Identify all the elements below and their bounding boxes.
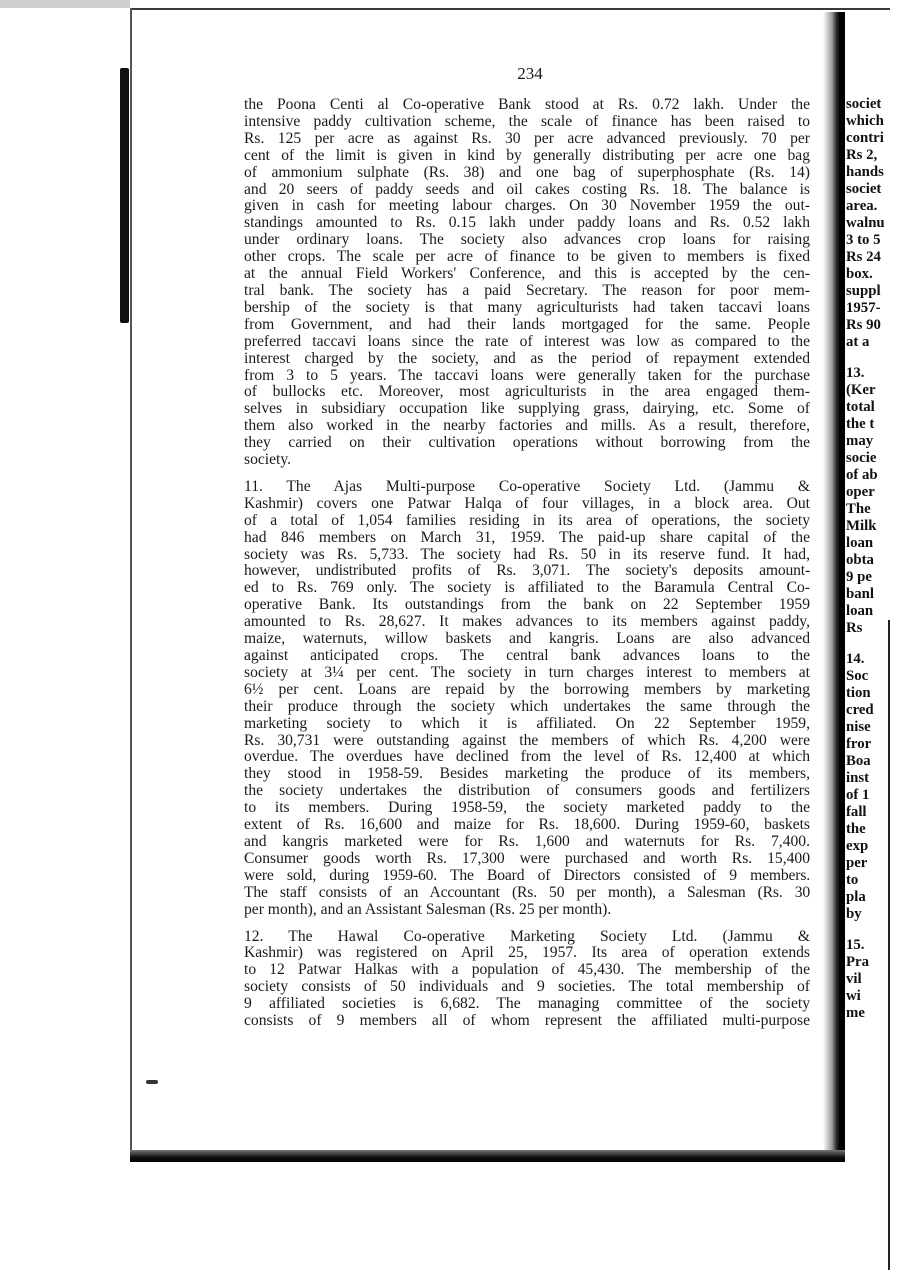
facing-page-line: which (846, 113, 884, 129)
scan-speck (146, 1080, 158, 1084)
facing-page-line: Rs 90 (846, 317, 881, 333)
text-line: operative Bank. Its outstandings from the bank on 22 September 1959 (244, 596, 810, 614)
facing-page-gap (846, 351, 888, 365)
text-line: had 846 members on March 31, 1959. The paid-up share capital of the (244, 528, 810, 546)
facing-page-line: area. (846, 198, 878, 214)
facing-page-line: contri (846, 130, 884, 146)
facing-page-line: Milk (846, 518, 877, 534)
text-line: Kashmir) was registered on April 25, 1957. Its area of operation extends (244, 944, 810, 962)
facing-page-line: box. (846, 266, 873, 282)
facing-page-gap (846, 923, 888, 937)
text-line: society consists of 50 individuals and 9 societies. The total membership of (244, 978, 810, 996)
text-line: their produce through the society which undertakes the same through the (244, 697, 810, 715)
text-line: maize, waternuts, willow baskets and kangris. Loans are also advanced (244, 630, 810, 648)
text-line: interest charged by the society, and as the period of repayment extended (244, 349, 810, 367)
facing-page-edge (888, 620, 890, 1270)
text-line: tral bank. The society has a paid Secretary. The reason for poor mem- (244, 281, 810, 299)
text-line: selves in subsidiary occupation like supplying grass, dairying, etc. Some of (244, 400, 810, 418)
facing-page-line: by (846, 906, 862, 922)
facing-page-line: to (846, 872, 859, 888)
facing-page-line: may (846, 433, 874, 449)
text-line: 11. The Ajas Multi-purpose Co-operative Society Ltd. (Jammu & (244, 477, 810, 495)
text-line: Rs. 30,731 were outstanding against the members of which Rs. 4,200 were (244, 731, 810, 749)
facing-page-line: Soc (846, 668, 869, 684)
text-line: extent of Rs. 16,600 and maize for Rs. 18,600. During 1959-60, baskets (244, 816, 810, 834)
text-line: from 3 to 5 years. The taccavi loans were generally taken for the purchase (244, 366, 810, 384)
facing-page-line: exp (846, 838, 869, 854)
facing-page-line: 15. (846, 937, 865, 953)
paragraph-11 (244, 479, 810, 919)
text-line: cent of the limit is given in kind by generally distributing per acre one bag (244, 146, 810, 164)
facing-page-line: suppl (846, 283, 881, 299)
text-line: society at 3¼ per cent. The society in turn charges interest to members at (244, 663, 810, 681)
facing-page-line: me (846, 1005, 865, 1021)
text-line: ed to Rs. 769 only. The society is affiliated to the Baramula Central Co- (244, 579, 810, 597)
scan-top-bar (0, 0, 130, 8)
facing-page-line: the t (846, 416, 875, 432)
facing-page-line: Rs 2, (846, 147, 878, 163)
text-line: standings amounted to Rs. 0.15 lakh under paddy loans and Rs. 0.52 lakh (244, 214, 810, 232)
text-line: of ammonium sulphate (Rs. 38) and one bag of superphosphate (Rs. 14) (244, 163, 810, 181)
text-line: given in cash for meeting labour charges. On 30 November 1959 the out- (244, 197, 810, 215)
facing-page-line: at a (846, 334, 870, 350)
facing-page-line: hands (846, 164, 884, 180)
text-line: 6½ per cent. Loans are repaid by the borrowing members by marketing (244, 680, 810, 698)
facing-page-line: (Ker (846, 382, 876, 398)
facing-page-line: 9 pe (846, 569, 872, 585)
page-number: 234 (517, 64, 543, 83)
facing-page-line: fror (846, 736, 872, 752)
text-line: society was Rs. 5,733. The society had Rs. 50 in its reserve fund. It had, (244, 545, 810, 563)
facing-page-line: oper (846, 484, 875, 500)
text-line: the society undertakes the distribution of consumers goods and fertilizers (244, 782, 810, 800)
facing-page-line: societ (846, 96, 882, 112)
text-line: Consumer goods worth Rs. 17,300 were purchased and worth Rs. 15,400 (244, 849, 810, 867)
page-left-edge (130, 8, 132, 1158)
text-line: them also worked in the nearby factories and mills. As a result, therefore, (244, 417, 810, 435)
facing-page-line: nise (846, 719, 871, 735)
text-line: amounted to Rs. 28,627. It makes advances to its members against paddy, (244, 613, 810, 631)
facing-page-line: loan (846, 603, 874, 619)
text-line: they stood in 1958-59. Besides marketing the produce of its members, (244, 765, 810, 783)
facing-page-line: obta (846, 552, 874, 568)
body-text (244, 97, 810, 1040)
paragraph-12 (244, 929, 810, 1030)
paragraph-10 (244, 97, 810, 469)
binding-shadow-mark (120, 68, 129, 323)
facing-page-line: walnu (846, 215, 885, 231)
facing-page-line: fall (846, 804, 867, 820)
facing-page-line: societ (846, 181, 882, 197)
facing-page-line: total (846, 399, 875, 415)
text-line: the Poona Centi al Co-operative Bank stood at Rs. 0.72 lakh. Under the (244, 96, 810, 113)
facing-page-line: Rs 24 (846, 249, 881, 265)
text-line: per month), and an Assistant Salesman (Rs. 25 per month). (244, 900, 612, 918)
text-line: Kashmir) covers one Patwar Halqa of four villages, in a block area. Out (244, 494, 810, 512)
facing-page-line: loan (846, 535, 874, 551)
facing-page-line: The (846, 501, 871, 517)
facing-page-line: 14. (846, 651, 865, 667)
facing-page-line: per (846, 855, 868, 871)
facing-page-gap (846, 637, 888, 651)
facing-page-text (846, 96, 888, 1022)
text-line: 9 affiliated societies is 6,682. The managing committee of the society (244, 995, 810, 1013)
facing-page-line: 1957- (846, 300, 881, 316)
facing-page-line: cred (846, 702, 874, 718)
text-line: intensive paddy cultivation scheme, the scale of finance has been raised to (244, 112, 810, 130)
facing-page-line: tion (846, 685, 871, 701)
facing-page-line: Boa (846, 753, 871, 769)
facing-page-line: pla (846, 889, 866, 905)
text-line: preferred taccavi loans since the rate of interest was low as compared to the (244, 332, 810, 350)
facing-page-line: socie (846, 450, 877, 466)
text-line: of bullocks etc. Moreover, most agriculturists in the area engaged them- (244, 383, 810, 401)
facing-page-line: wi (846, 988, 861, 1004)
text-line: other crops. The scale per acre of finance to be given to members is fixed (244, 248, 810, 266)
facing-page-line: inst (846, 770, 870, 786)
text-line: bership of the society is that many agriculturists had taken taccavi loans (244, 298, 810, 316)
text-line: to its members. During 1958-59, the society marketed paddy to the (244, 799, 810, 817)
text-line: against anticipated crops. The central bank advances loans to the (244, 647, 810, 664)
text-line: society. (244, 451, 292, 469)
text-line: marketing society to which it is affiliated. On 22 September 1959, (244, 714, 810, 732)
text-line: overdue. The overdues have declined from the level of Rs. 12,400 at which (244, 748, 810, 766)
page-bottom-edge (130, 1150, 845, 1162)
text-line: to 12 Patwar Halkas with a population of 45,430. The membership of the (244, 961, 810, 979)
facing-page-line: 3 to 5 (846, 232, 881, 248)
facing-page-line: banl (846, 586, 874, 602)
text-line: of a total of 1,054 families residing in its area of operations, the society (244, 511, 810, 529)
facing-page-line: Pra (846, 954, 870, 970)
facing-page-line: Rs (846, 620, 863, 636)
text-line: they carried on their cultivation operations without borrowing from the (244, 434, 810, 452)
book-spine (839, 12, 845, 1160)
text-line: and 20 seers of paddy seeds and oil cakes costing Rs. 18. The balance is (244, 180, 810, 198)
facing-page-line: of ab (846, 467, 878, 483)
text-line: The staff consists of an Accountant (Rs. 50 per month), a Salesman (Rs. 30 (244, 883, 810, 901)
text-line: consists of 9 members all of whom represent the affiliated multi-purpose (244, 1012, 810, 1030)
page-top-edge (130, 8, 890, 10)
facing-page-line: vil (846, 971, 862, 987)
text-line: from Government, and had their lands mortgaged for the same. People (244, 315, 810, 333)
text-line: at the annual Field Workers' Conference, and this is accepted by the cen- (244, 265, 810, 283)
facing-page-line: of 1 (846, 787, 870, 803)
facing-page-line: the (846, 821, 866, 837)
text-line: Rs. 125 per acre as against Rs. 30 per acre advanced previously. 70 per (244, 129, 810, 147)
facing-page-line: 13. (846, 365, 865, 381)
text-line: were sold, during 1959-60. The Board of Directors consisted of 9 members. (244, 866, 810, 884)
text-line: however, undistributed profits of Rs. 3,071. The society's deposits amount- (244, 562, 810, 580)
text-line: under ordinary loans. The society also advances crop loans for raising (244, 231, 810, 249)
text-line: 12. The Hawal Co-operative Marketing Society Ltd. (Jammu & (244, 927, 810, 945)
text-line: and kangris marketed were for Rs. 1,600 and waternuts for Rs. 7,400. (244, 832, 810, 850)
